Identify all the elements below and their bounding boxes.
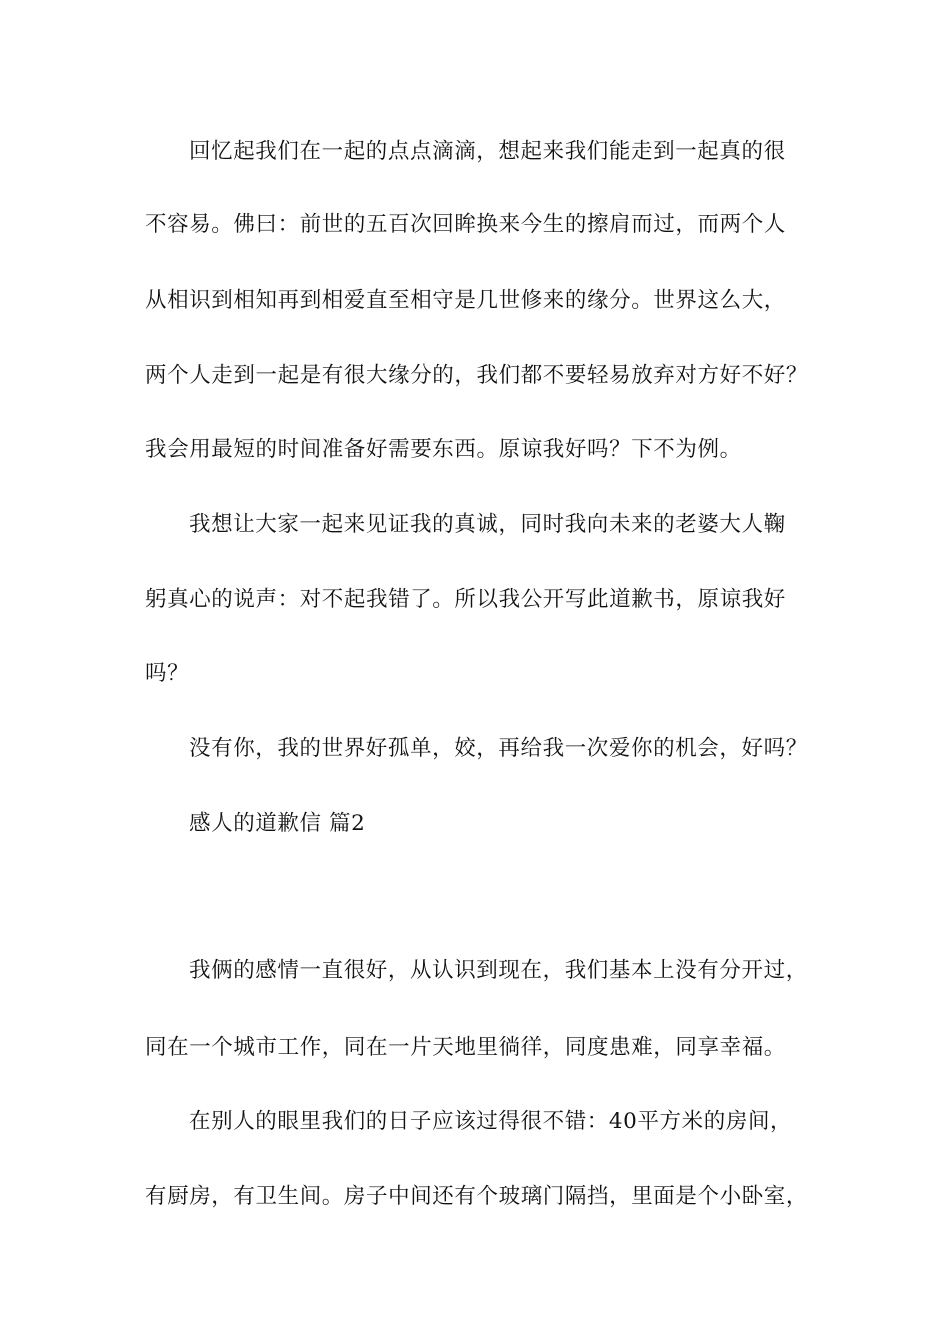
paragraph-5-line-2: 同在一个城市工作，同在一片天地里徜徉，同度患难，同享幸福。 bbox=[145, 1035, 786, 1060]
paragraph-6-line-2: 有厨房，有卫生间。房子中间还有个玻璃门隔挡，里面是个小卧室， bbox=[145, 1184, 809, 1209]
paragraph-6-line-1: 在别人的眼里我们的日子应该过得很不错：40平方米的房间， bbox=[189, 1109, 793, 1134]
paragraph-2-line-2: 躬真心的说声：对不起我错了。所以我公开写此道歉书，原谅我好 bbox=[145, 587, 786, 612]
paragraph-2-line-3: 吗？ bbox=[145, 661, 190, 686]
paragraph-1-line-5: 我会用最短的时间准备好需要东西。原谅我好吗？下不为例。 bbox=[145, 437, 742, 462]
paragraph-1-line-2: 不容易。佛曰：前世的五百次回眸换来今生的擦肩而过，而两个人 bbox=[145, 212, 786, 237]
paragraph-1-line-4: 两个人走到一起是有很大缘分的，我们都不要轻易放弃对方好不好？ bbox=[145, 363, 809, 388]
paragraph-3-line-1: 没有你，我的世界好孤单，姣，再给我一次爱你的机会，好吗？ bbox=[189, 736, 808, 761]
paragraph-1-line-3: 从相识到相知再到相爱直至相守是几世修来的缘分。世界这么大， bbox=[145, 288, 786, 313]
section-heading: 感人的道歉信 篇2 bbox=[189, 811, 366, 836]
paragraph-2-line-1: 我想让大家一起来见证我的真诚，同时我向未来的老婆大人鞠 bbox=[189, 512, 786, 537]
paragraph-1-line-1: 回忆起我们在一起的点点滴滴，想起来我们能走到一起真的很 bbox=[189, 139, 786, 164]
paragraph-5-line-1: 我俩的感情一直很好，从认识到现在，我们基本上没有分开过， bbox=[189, 958, 808, 983]
